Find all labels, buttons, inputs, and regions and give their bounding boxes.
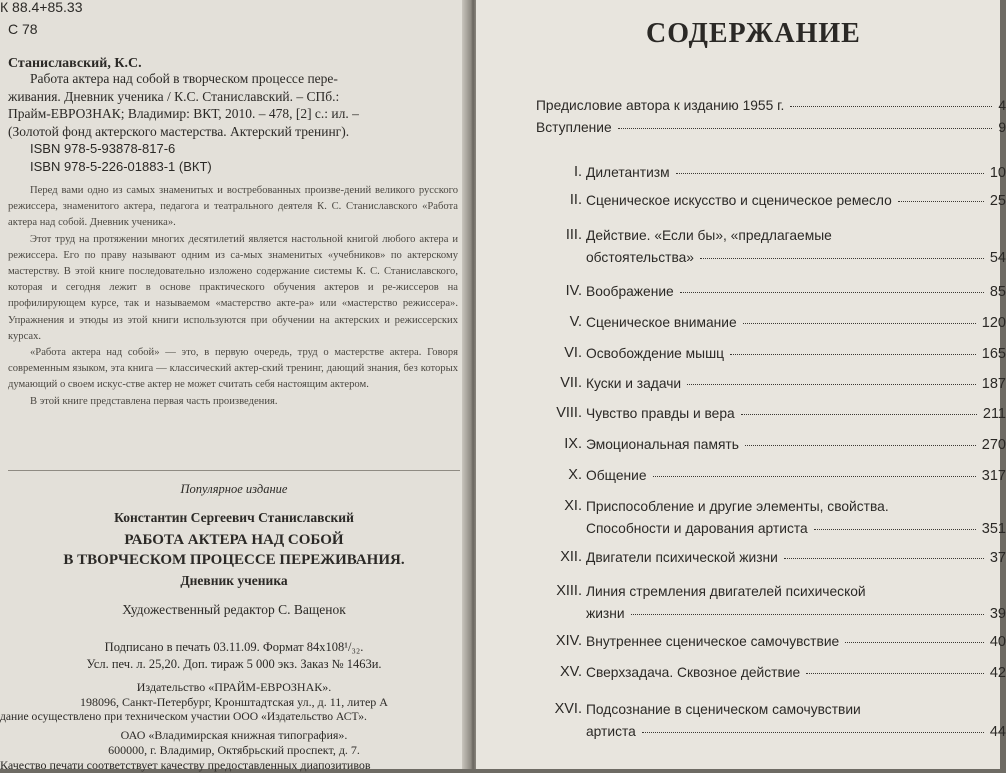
chapter-title-line	[586, 250, 1006, 266]
chapter-title: Двигатели психической жизни	[586, 550, 778, 565]
chapter-title: Сценическое искусство и сценическое ремесло	[586, 193, 892, 208]
book-title-line-2: В ТВОРЧЕСКОМ ПРОЦЕССЕ ПЕРЕЖИВАНИЯ.	[63, 552, 405, 568]
leader-dots	[730, 353, 976, 355]
toc-entry-preface[interactable]	[536, 98, 1006, 113]
toc-page-number: 40	[989, 634, 1006, 650]
catalog-line: Работа актера над собой в творческом процессе пере-	[30, 71, 338, 86]
leader-dots	[743, 322, 976, 324]
catalog-author: Станиславский, К.С.	[8, 56, 142, 71]
leader-dots	[618, 127, 993, 129]
chapter-number: XIV.	[555, 633, 582, 649]
full-author: Константин Сергеевич Станиславский	[114, 510, 354, 525]
chapter-title: Куски и задачи	[586, 376, 682, 391]
print-info-2: Усл. печ. л. 25,20. Доп. тираж 5 000 экз. Заказ № 1463и.	[86, 657, 382, 671]
chapter-title: Общение	[586, 468, 647, 483]
toc-page-number: 4	[998, 98, 1006, 113]
chapter-title-line	[586, 468, 1006, 484]
chapter-number: XV.	[559, 664, 582, 680]
annotation-paragraph: «Работа актера над собой» — это, в первую очередь, труд о мастерстве актера. Говоря современным языком, эта книга — классический актер-ский тренинг, дающий знания, без которых думающий о своем искус-стве актер не может считать себя настоящим актером.	[8, 347, 458, 391]
publisher-line-2: 198096, Санкт-Петербург, Кронштадтская ул., д. 11, литер А	[80, 695, 388, 709]
chapter-title-line	[586, 584, 1006, 599]
publisher-line-1: Издательство «ПРАЙМ-ЕВРОЗНАК».	[136, 680, 332, 694]
leader-dots	[676, 172, 984, 174]
leader-dots	[784, 557, 984, 559]
toc-page-number: 44	[989, 724, 1006, 740]
chapter-number: XII.	[560, 549, 582, 565]
toc-page-number: 165	[981, 346, 1006, 362]
toc-page-number: 39	[989, 606, 1006, 622]
chapter-title-line	[586, 665, 1006, 681]
chapter-title-line	[586, 193, 1006, 209]
chapter-title: Внутреннее сценическое самочувствие	[586, 634, 840, 649]
chapter-title: Приспособление и другие элементы, свойства.	[586, 499, 889, 514]
toc-page-number: 211	[982, 406, 1006, 422]
contents-page	[476, 0, 1006, 769]
chapter-title: Сверхзадача. Сквозное действие	[586, 665, 801, 680]
leader-dots	[631, 613, 984, 615]
classification-code: К 88.4+85.33	[0, 0, 83, 15]
leader-dots	[845, 641, 984, 643]
chapter-title-line	[586, 315, 1006, 331]
chapter-title: Действие. «Если бы», «предлагаемые	[586, 228, 832, 243]
annotation-paragraph: В этой книге представлена первая часть произведения.	[30, 395, 278, 407]
toc-page-number: 25	[989, 193, 1006, 209]
chapter-title-line	[586, 346, 1006, 362]
toc-page-number: 37	[989, 550, 1006, 566]
toc-page-number: 120	[981, 315, 1006, 331]
chapter-number: VIII.	[556, 405, 582, 421]
chapter-title: Дилетантизм	[586, 165, 670, 180]
chapter-title-line	[586, 702, 1006, 717]
leader-dots	[700, 257, 984, 259]
chapter-title-line	[586, 406, 1006, 422]
chapter-title-line	[586, 228, 1006, 243]
leader-dots	[806, 672, 984, 674]
toc-entry-label: Предисловие автора к изданию 1955 г.	[536, 98, 785, 113]
printer-line-2: 600000, г. Владимир, Октябрьский проспект, д. 7.	[108, 743, 360, 757]
toc-entry-intro[interactable]	[536, 120, 1006, 135]
toc-entry-label: Вступление	[536, 120, 612, 135]
toc-page-number: 351	[981, 521, 1006, 537]
toc-page-number: 54	[989, 250, 1006, 266]
leader-dots	[745, 444, 976, 446]
printer-line-3: Качество печати соответствует качеству предоставленных диапозитивов	[0, 758, 371, 772]
leader-dots	[814, 528, 976, 530]
isbn-1: ISBN 978-5-93878-817-6	[30, 141, 176, 156]
toc-page-number: 317	[981, 468, 1006, 484]
chapter-title-line	[586, 550, 1006, 566]
edition-type: Популярное издание	[180, 482, 288, 496]
leader-dots	[687, 383, 976, 385]
toc-page-number: 187	[981, 376, 1006, 392]
annotation-paragraph: Этот труд на протяжении многих десятилетий является настольной книгой любого актера и режиссера. Его по праву называют одним из са-мых знаменитых «учебников» по актерскому мастерству. В этой книге последовательно изложено содержание системы К. С. Станиславского, которая и сегодня лежит в основе практического обучения актеров и ре-жиссеров на профилирующем курсе, так и называемом «мастерство акте-ра» или «мастерство режиссера». Упражнения и этюды из этой книги используются при обучении на актерских и режиссерских курсах.	[8, 233, 458, 342]
chapter-title: Освобождение мышц	[586, 346, 725, 361]
chapter-title-line	[586, 606, 1006, 622]
toc-page-number: 10	[989, 165, 1006, 181]
chapter-number: XI.	[564, 498, 582, 514]
chapter-title: Способности и дарования артиста	[586, 521, 808, 536]
leader-dots	[741, 413, 977, 415]
chapter-title: жизни	[586, 606, 625, 621]
chapter-title-line	[586, 634, 1006, 650]
chapter-title-line	[586, 499, 1006, 514]
chapter-number: V.	[569, 314, 582, 330]
chapter-number: IX.	[564, 436, 582, 452]
imprint-page	[0, 0, 468, 772]
print-info-1: Подписано в печать 03.11.09. Формат 84x108¹/₃₂.	[104, 640, 364, 654]
chapter-number: XVI.	[554, 701, 582, 717]
book-title-line-1: РАБОТА АКТЕРА НАД СОБОЙ	[124, 532, 344, 548]
chapter-number: VI.	[564, 345, 582, 361]
chapter-title: обстоятельства»	[586, 250, 694, 265]
catalog-line: Прайм-ЕВРОЗНАК; Владимир: ВКТ, 2010. – 478, [2] с.: ил. –	[8, 106, 359, 121]
chapter-title-line	[586, 437, 1006, 453]
author-code: С 78	[8, 21, 38, 37]
publisher-line-3: дание осуществлено при техническом участии ООО «Издательство АСТ».	[0, 710, 367, 723]
chapter-title-line	[586, 724, 1006, 740]
chapter-number: I.	[573, 164, 582, 180]
chapter-title-line	[586, 376, 1006, 392]
toc-page-number: 270	[981, 437, 1006, 453]
chapter-title: Эмоциональная память	[586, 437, 739, 452]
annotation-paragraph: Перед вами одно из самых знаменитых и востребованных произве-дений великого русского режиссера, знаменитого актера, педагога и театрального деятеля К. С. Станиславского «Работа актера над собой. Дневник ученика».	[8, 185, 458, 229]
catalog-line: (Золотой фонд актерского мастерства. Актерский тренинг).	[8, 123, 350, 139]
chapter-title-line	[586, 284, 1006, 300]
chapter-number: XIII.	[556, 583, 582, 599]
book-subtitle: Дневник ученика	[180, 573, 288, 588]
toc-page-number: 9	[998, 120, 1006, 135]
contents-title: СОДЕРЖАНИЕ	[646, 18, 861, 49]
leader-dots	[653, 475, 976, 477]
chapter-title: Сценическое внимание	[586, 315, 737, 330]
catalog-line: живания. Дневник ученика / К.С. Станиславский. – СПб.:	[8, 88, 340, 104]
leader-dots	[642, 731, 984, 733]
chapter-number: IV.	[565, 283, 582, 299]
leader-dots	[680, 291, 984, 293]
annotation-text	[8, 183, 458, 410]
toc-page-number: 42	[989, 665, 1006, 681]
leader-dots	[898, 200, 984, 202]
chapter-title-line	[586, 521, 1006, 537]
chapter-number: VII.	[560, 375, 582, 391]
catalog-entry	[8, 70, 458, 140]
divider	[8, 470, 460, 471]
leader-dots	[790, 105, 992, 107]
printer-line-1: ОАО «Владимирская книжная типография».	[120, 728, 348, 742]
toc-page-number: 85	[989, 284, 1006, 300]
chapter-title: артиста	[586, 724, 636, 739]
chapter-title: Подсознание в сценическом самочувствии	[586, 702, 861, 717]
isbn-2: ISBN 978-5-226-01883-1 (ВКТ)	[30, 159, 212, 174]
chapter-title: Линия стремления двигателей психической	[586, 584, 866, 599]
chapter-title: Чувство правды и вера	[586, 406, 735, 421]
chapter-number: III.	[565, 227, 582, 243]
art-editor: Художественный редактор С. Ващенок	[122, 602, 346, 617]
chapter-title-line	[586, 165, 1006, 181]
chapter-number: II.	[569, 192, 582, 208]
chapter-number: X.	[568, 467, 582, 483]
chapter-title: Воображение	[586, 284, 674, 299]
